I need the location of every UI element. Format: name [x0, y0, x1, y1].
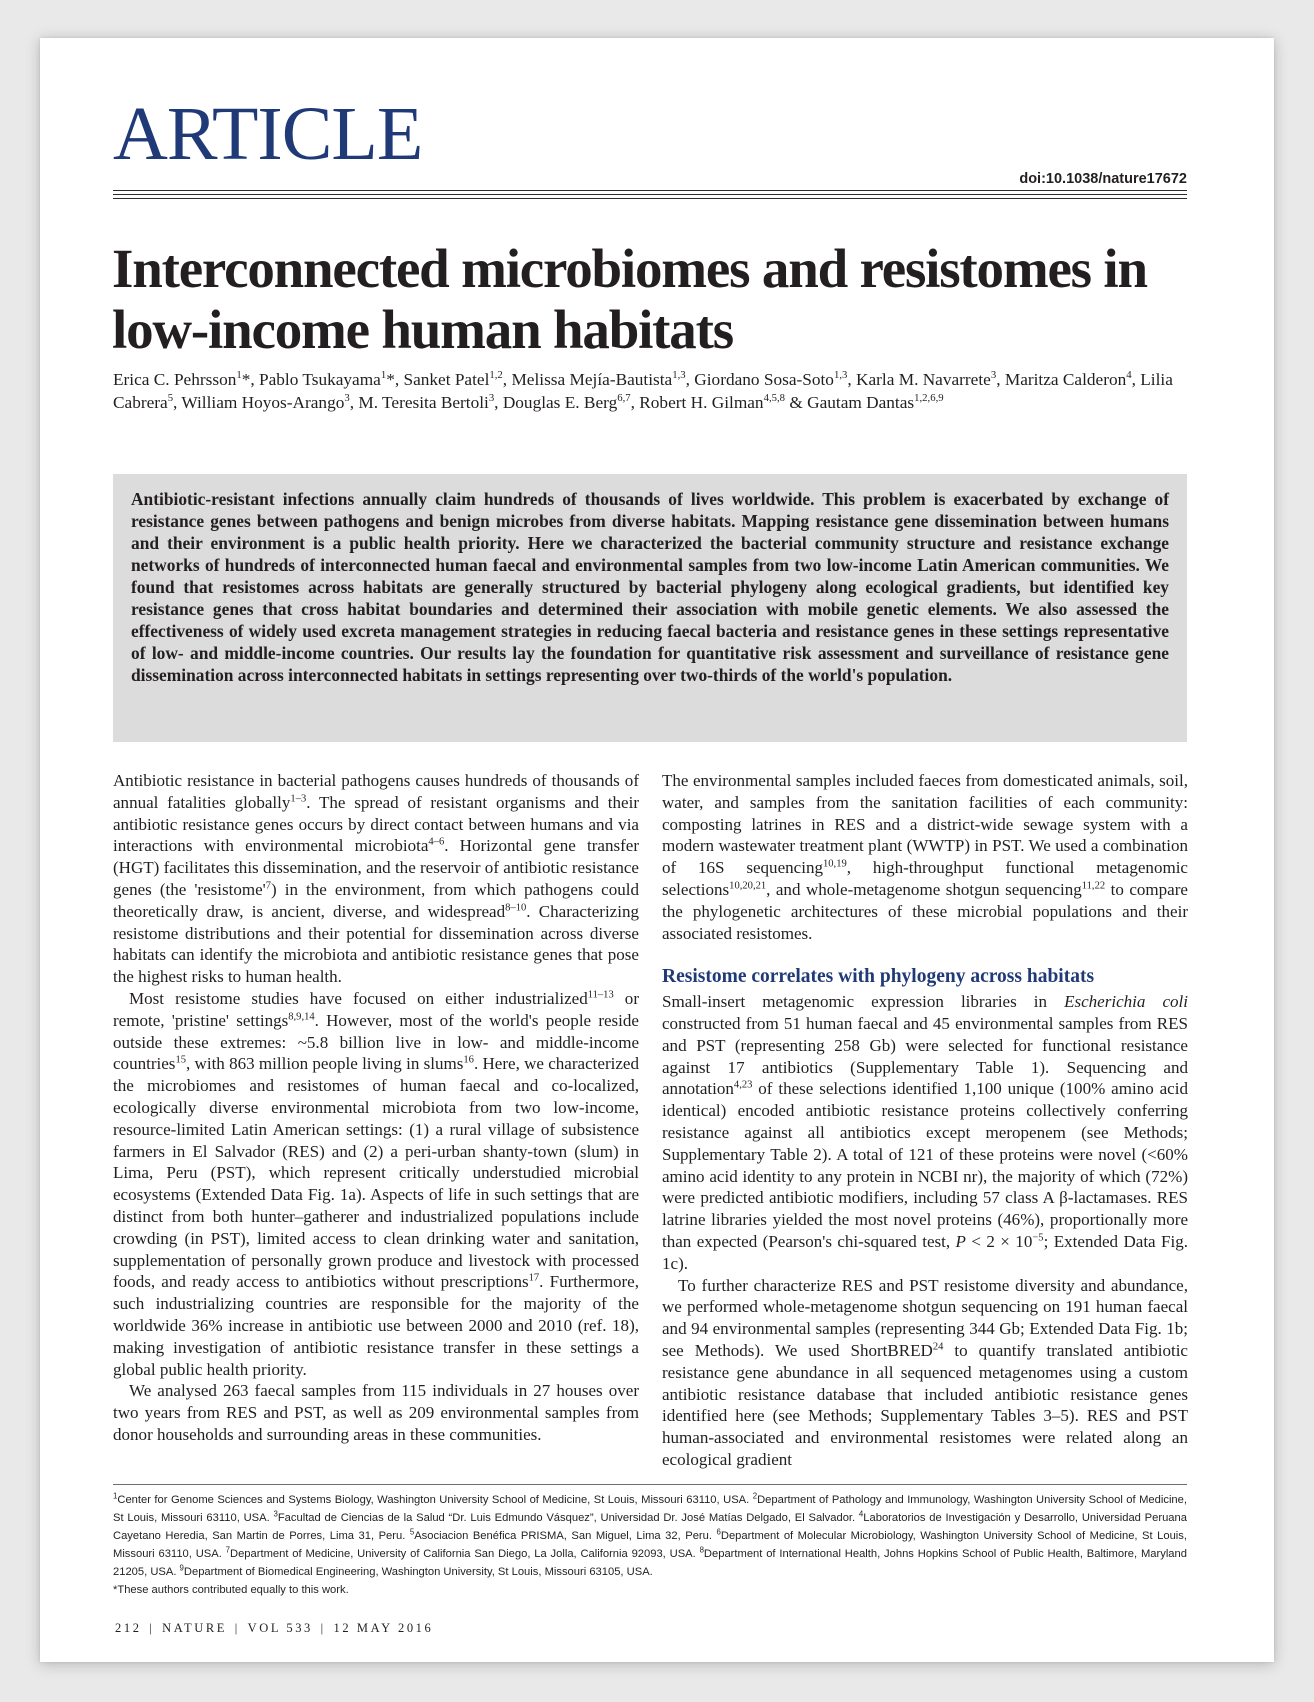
affiliation-list: [113, 1491, 1187, 1578]
citation-ref: 16: [463, 1054, 474, 1066]
affiliation-number: 9: [179, 1563, 184, 1573]
text-run: to quantify translated antibiotic resistance gene abundance in all sequenced metagenomes using a custom antibiotic resistance database that included antibiotic resistance genes identified here (see Methods; Supplementary Tables 3–5). RES and PST human-associated and environmental resistomes were related along an ecological gradient: [662, 1340, 1188, 1469]
author-affiliation-ref: 1,2: [489, 369, 503, 382]
author[interactable]: [181, 393, 349, 412]
text-run: ) in the environment, from which pathogens could theoretically draw, is ancient, diverse, and widespread: [113, 879, 639, 921]
text-run: or remote, 'pristine' settings: [113, 988, 639, 1030]
author-name: William Hoyos-Arango: [181, 393, 345, 412]
affiliation-text: Department of International Health, Johns Hopkins School of Public Health, Baltimore, Maryland 21205, USA.: [113, 1548, 1187, 1578]
author[interactable]: [358, 393, 494, 412]
text-run: , high-throughput functional metagenomic selections: [662, 858, 1188, 899]
author[interactable]: [856, 370, 996, 389]
author-name: Karla M. Navarrete: [856, 370, 991, 389]
affiliation-number: 8: [699, 1545, 704, 1555]
body-paragraph: [113, 1380, 639, 1445]
italic-text: P: [955, 1231, 966, 1251]
text-run: ; Extended Data Fig. 1c).: [662, 1231, 1188, 1273]
author[interactable]: Pablo Tsukayama$^1$*: [259, 369, 395, 389]
article-title: Interconnected microbiomes and resistomes in low-income human habitats: [112, 238, 1147, 360]
volume-label: VOL 533: [247, 1621, 313, 1635]
author-name: Erica C. Pehrsson: [113, 370, 237, 389]
author-name: M. Teresita Bertoli: [358, 393, 489, 412]
affiliations-footnote: [113, 1491, 1187, 1599]
citation-ref: 15: [175, 1054, 186, 1066]
author[interactable]: [511, 370, 685, 389]
equal-contribution-note: *These authors contributed equally to this work.: [113, 1584, 349, 1596]
affiliation-text: Department of Biomedical Engineering, Washington University, St Louis, Missouri 63105, USA.: [183, 1566, 653, 1578]
italic-text: Escherichia coli: [1064, 992, 1189, 1012]
text-run: . Furthermore, such industrializing countries are responsible for the majority of the worldwide 36% increase in antibiotic use between 2000 and 2010 (ref. 18), making investigation of antibiotic resistance transfer in these settings a global public health priority.: [113, 1272, 639, 1379]
author-name: Sanket Patel: [403, 370, 490, 389]
text-run: Antibiotic resistance in bacterial pathogens causes hundreds of thousands of annual fatalities globally: [113, 771, 639, 812]
author[interactable]: Erica C. Pehrsson$^1$*: [113, 369, 251, 389]
citation-ref: 8,9,14: [288, 1011, 315, 1023]
citation-ref: 7: [265, 880, 272, 892]
text-run: of these selections identified 1,100 unique (100% amino acid identical) encoded antibiotic resistance proteins collectively conferring resistance against all antibiotics except meropenem (see Methods; Supplementary Table 2). A total of 121 of these proteins were novel (<60% amino acid identity to any protein in NCBI nr), the majority of which (72%) were predicted antibiotic modifiers, including 57 class A β-lactamases. RES latrine libraries yielded the most novel proteins (46%), proportionally more than expected (Pearson's chi-squared test,: [662, 1079, 1188, 1251]
author-affiliation-ref: 6,7: [617, 392, 631, 405]
body-paragraph: [113, 770, 639, 988]
text-run: , with 863 million people living in slums: [186, 1054, 464, 1074]
text-run: Most resistome studies have focused on either industrialized: [129, 988, 588, 1008]
affiliation-text: Facultad de Ciencias de la Salud “Dr. Luis Edmundo Vásquez”, Universidad Dr. José Matías Delgado, El Salvador.: [277, 1512, 859, 1524]
body-paragraph: [662, 991, 1188, 1274]
author-name: Robert H. Gilman: [639, 393, 764, 412]
text-run: To further characterize RES and PST resistome diversity and abundance, we performed whole-metagenome shotgun sequencing on 191 human faecal and 94 environmental samples (representing 344 Gb; Extended Data Fig. 1b; see Methods). We used ShortBRED: [662, 1275, 1188, 1360]
abstract: Antibiotic-resistant infections annually claim hundreds of thousands of lives worldwide. This problem is exacerbated by exchange of resistance genes between pathogens and benign microbes from diverse habitats. Mapping resistance gene dissemination between humans and their environment is a public health priority. Here we characterized the bacterial community structure and resistance exchange networks of hundreds of interconnected human faecal and environmental samples from two low-income Latin American communities. We found that resistomes across habitats are generally structured by bacterial phylogeny along ecological gradients, but identified key resistance genes that cross habitat boundaries and determined their association with mobile genetic elements. We also assessed the effectiveness of widely used excreta management strategies in reducing faecal bacteria and resistance genes in these settings representative of low- and middle-income countries. Our results lay the foundation for quantitative risk assessment and surveillance of resistance gene dissemination across interconnected habitats in settings representing over two-thirds of the world's population.: [113, 474, 1187, 742]
affiliation-number: 3: [273, 1509, 278, 1519]
text-run: . However, most of the world's people reside outside these extremes: ~5.8 billion live in low- and middle-income countries: [113, 1010, 639, 1074]
author-name: Melissa Mejía-Bautista: [511, 370, 673, 389]
section-heading: Resistome correlates with phylogeny across habitats: [662, 966, 1095, 988]
author-affiliation-ref: 3: [488, 392, 495, 405]
text-run: . The spread of resistant organisms and their antibiotic resistance genes occurs by direct contact between humans and via interactions with environmental microbiota: [113, 792, 639, 856]
author-name: Gautam Dantas: [807, 393, 915, 412]
author[interactable]: [1005, 370, 1132, 389]
text-run: constructed from 51 human faecal and 45 environmental samples from RES and PST (representing 258 Gb) were selected for functional resistance against 17 antibiotics (Supplementary Table 1). Sequencing and annotation: [662, 1013, 1188, 1099]
author-name: Giordano Sosa-Soto: [694, 370, 834, 389]
author-name: Pablo Tsukayama: [259, 370, 381, 389]
author-affiliation-ref: 3: [990, 369, 997, 382]
author-affiliation-ref: 4,5,8: [763, 392, 786, 405]
affiliation-number: 7: [225, 1545, 230, 1555]
text-run: Small-insert metagenomic expression libraries in: [662, 992, 1065, 1012]
affiliation-number: 1: [113, 1491, 118, 1501]
citation-ref: 8–10: [505, 902, 527, 914]
text-run: . Characterizing resistome distributions and their potential for dissemination across diverse habitats can identify the microbiota and antibiotic resistance genes that pose the highest risks to human health.: [113, 901, 640, 987]
affiliation-number: 6: [716, 1527, 721, 1537]
affiliation-text: Center for Genome Sciences and Systems Biology, Washington University School of Medicine, St Louis, Missouri 63110, USA.: [117, 1494, 753, 1506]
citation-ref: 17: [528, 1272, 540, 1284]
author-affiliation-ref: 1,3: [672, 369, 686, 382]
text-run: . Here, we characterized the microbiomes and resistomes of human faecal and co-localized, ecologically diverse environmental microbiota from two low-income, resource-limited Latin American settings: (1) a rural village of subsistence farmers in El Salvador (RES) and (2) a peri-urban shanty-town (slum) in Lima, Peru (PST), which represent critically understudied microbial ecosystems (Extended Data Fig. 1a). Aspects of life in such settings that are distinct from both hunter–gatherer and industrialized populations include crowding (in PST), limited access to clean drinking water and sanitation, supplementation of personally grown produce and livestock with processed foods, and ready access to antibiotics without prescriptions: [113, 1054, 639, 1292]
article-type-label: ARTICLE: [113, 92, 423, 176]
text-run: , and whole-metagenome shotgun sequencing: [766, 879, 1082, 899]
citation-ref: 11,22: [1081, 880, 1106, 892]
affiliation-text: Department of Molecular Microbiology, Washington University School of Medicine, St Louis, Missouri 63110, USA.: [113, 1530, 1187, 1560]
author[interactable]: [503, 393, 631, 412]
affiliation-number: 5: [409, 1527, 415, 1537]
citation-ref: 24: [932, 1341, 944, 1353]
header-rules: [113, 190, 1187, 202]
affiliation-text: Asociacion Benéfica PRISMA, San Miguel, Lima 32, Peru.: [414, 1530, 717, 1542]
affiliation-number: 4: [858, 1509, 864, 1519]
affiliation-number: 2: [752, 1491, 758, 1501]
text-run: The environmental samples included faeces from domesticated animals, soil, water, and samples from the sanitation facilities of each community: composting latrines in RES and a district-wide sewage system with a modern wastewater treatment plant (WWTP) in PST. We used a combination of 16S sequencing: [662, 771, 1188, 878]
author[interactable]: [403, 370, 502, 389]
author-affiliation-ref: 5: [167, 392, 174, 405]
citation-ref: −5: [1032, 1232, 1044, 1244]
author[interactable]: [807, 393, 944, 412]
text-run: We analysed 263 faecal samples from 115 individuals in 27 houses over two years from RES and PST, as well as 209 environmental samples from donor households and surrounding areas in these communities.: [113, 1381, 639, 1444]
author-affiliation-ref: 4: [1126, 369, 1132, 382]
body-paragraph: [662, 1275, 1188, 1471]
citation-ref: 10,20,21: [729, 880, 767, 892]
author-name: Douglas E. Berg: [502, 393, 618, 412]
author-affiliation-ref: 1,3: [833, 369, 848, 382]
citation-ref: 4–6: [428, 836, 445, 848]
text-run: to compare the phylogenetic architectures of these microbial populations and their associated resistomes.: [662, 879, 1188, 943]
citation-ref: 10,19: [822, 858, 847, 870]
citation-ref: 4,23: [733, 1079, 753, 1091]
affiliation-text: Department of Pathology and Immunology, Washington University School of Medicine, St Louis, Missouri 63110, USA.: [113, 1494, 1187, 1524]
body-column-right: [662, 770, 1188, 1471]
citation-ref: 11–13: [587, 989, 614, 1001]
body-paragraph: [113, 988, 639, 1380]
author[interactable]: [694, 370, 847, 389]
body-paragraph: [662, 770, 1188, 944]
journal-name: NATURE: [162, 1621, 228, 1635]
author[interactable]: [639, 393, 785, 412]
citation-ref: 1–3: [290, 793, 307, 805]
author-affiliation-ref: 1: [236, 369, 242, 382]
author-affiliation-ref: 3: [344, 392, 350, 405]
footnote-rule: [113, 1484, 1187, 1485]
author-name: Lilia Cabrera: [113, 370, 1173, 412]
doi-label[interactable]: doi:10.1038/nature17672: [1019, 171, 1187, 187]
affiliation-text: Department of Medicine, University of California San Diego, La Jolla, California 92093, USA.: [230, 1548, 700, 1560]
affiliation-text: Laboratorios de Investigación y Desarrollo, Universidad Peruana Cayetano Heredia, San Martin de Porres, Lima 31, Peru.: [113, 1512, 1187, 1542]
body-column-left: [113, 770, 639, 1446]
text-run: . Horizontal gene transfer (HGT) facilitates this dissemination, and the reservoir of antibiotic resistance genes (the 'resistome': [113, 836, 639, 899]
text-run: < 2 × 10: [965, 1231, 1033, 1251]
page-folio: 212 | NATURE | VOL 533 | 12 MAY 2016: [115, 1621, 434, 1635]
author-affiliation-ref: 1: [380, 369, 387, 382]
author-list: Erica C. Pehrsson$^1$*, Pablo Tsukayama$^1$*, Sanket Patel$^{1,2}$, Melissa Mejía-Bautista$^{1,3}$, Giordano Sosa-Soto$^{1,3}$, Karla M. Navarrete$^3$, Maritza Calderon$^4$, Lilia Cabrera$^5$, William Hoyos-Arango$^3$, M. Teresita Bertoli$^3$, Douglas E. Berg$^{6,7}$, Robert H. Gilman$^{4,5,8}$ & Gautam Dantas$^{1,2,6,9}$: [113, 369, 1173, 412]
page-number: 212: [115, 1621, 142, 1635]
issue-date: 12 MAY 2016: [333, 1621, 434, 1635]
author-name: Maritza Calderon: [1004, 370, 1127, 389]
author-affiliation-ref: 1,2,6,9: [914, 392, 944, 405]
